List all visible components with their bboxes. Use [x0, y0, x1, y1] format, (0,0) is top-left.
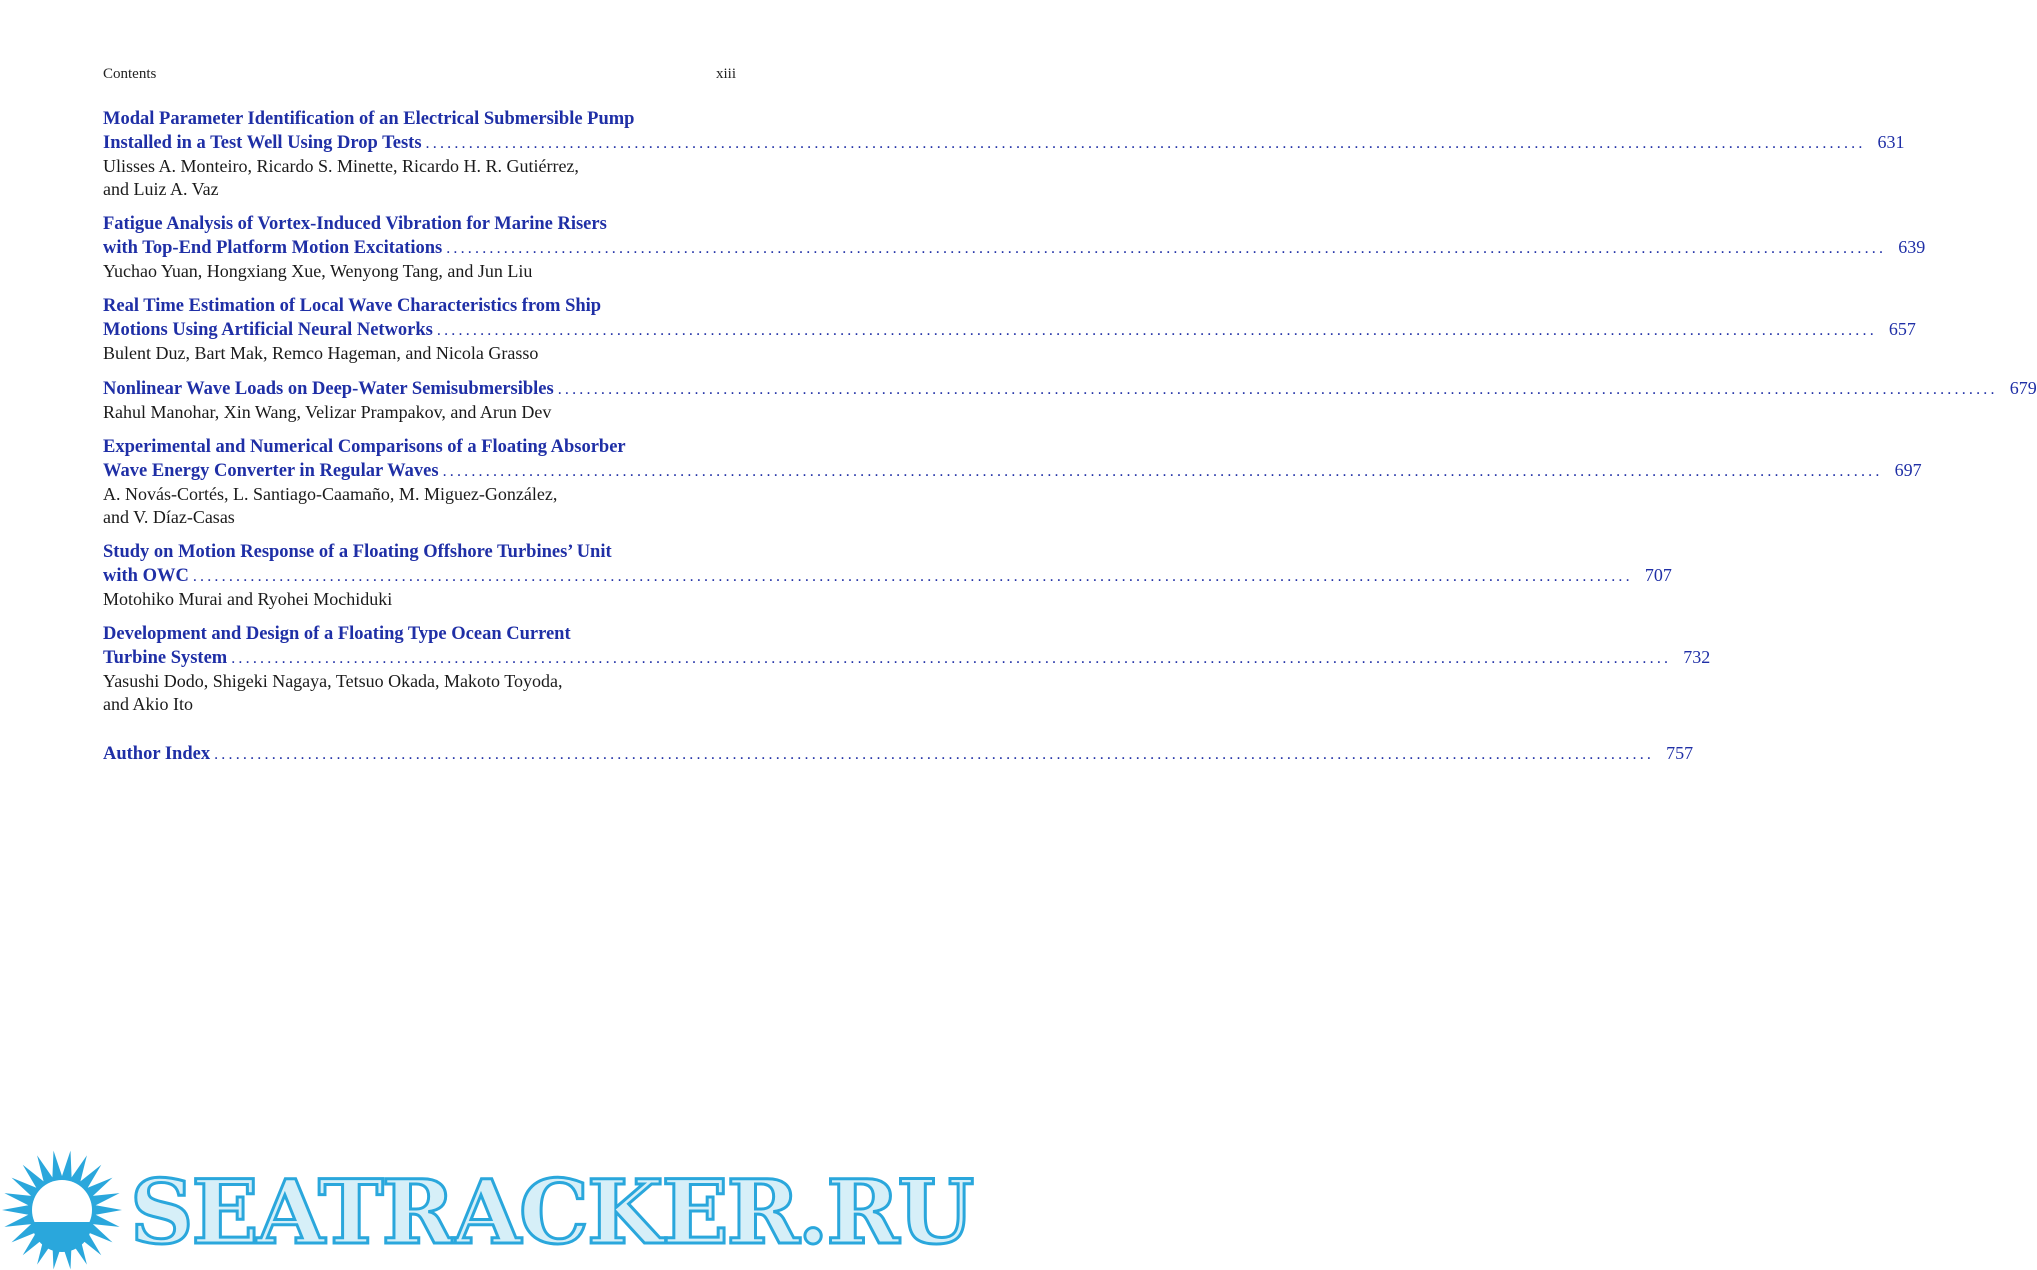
- toc-entry-page[interactable]: 707: [1644, 565, 1672, 585]
- toc-entry-page[interactable]: 639: [1898, 237, 1926, 257]
- toc-entry-title-text[interactable]: Turbine System: [103, 648, 228, 668]
- table-of-contents: [103, 108, 2037, 778]
- page-number: xiii: [715, 66, 736, 82]
- toc-entry[interactable]: [103, 213, 1926, 283]
- dot-leader: ........................................................................................................................................................................................................: [214, 746, 1655, 763]
- toc-entry-title-line[interactable]: Study on Motion Response of a Floating Offshore Turbines’ Unit: [103, 542, 612, 562]
- toc-entry-authors: and Luiz A. Vaz: [103, 179, 219, 199]
- toc-entry[interactable]: [103, 377, 2037, 424]
- dot-leader: ........................................................................................................................................................................................................: [425, 135, 1866, 152]
- toc-entry-title-last-line[interactable]: [103, 564, 1672, 588]
- toc-entry-title-line[interactable]: Development and Design of a Floating Type Ocean Current: [103, 624, 571, 644]
- dot-leader: ........................................................................................................................................................................................................: [436, 322, 1877, 339]
- dot-leader: ........................................................................................................................................................................................................: [446, 240, 1887, 257]
- toc-entry-page[interactable]: 697: [1894, 460, 1922, 480]
- toc-entry-title-text[interactable]: Nonlinear Wave Loads on Deep-Water Semisubmersibles: [103, 379, 554, 399]
- toc-entry-title-last-line[interactable]: [103, 646, 1711, 670]
- author-index-title[interactable]: Author Index: [103, 744, 211, 764]
- toc-entry-page[interactable]: 631: [1877, 132, 1905, 152]
- toc-entry-authors: A. Novás-Cortés, L. Santiago-Caamaño, M. Miguez-González,: [103, 484, 558, 504]
- author-index-line[interactable]: [103, 742, 1694, 766]
- toc-entry-authors: Yasushi Dodo, Shigeki Nagaya, Tetsuo Okada, Makoto Toyoda,: [103, 671, 563, 691]
- toc-entry-title-line[interactable]: Experimental and Numerical Comparisons of a Floating Absorber: [103, 437, 626, 457]
- toc-entry-title-text[interactable]: Motions Using Artificial Neural Networks: [103, 320, 433, 340]
- toc-entry-title-last-line[interactable]: [103, 236, 1926, 260]
- toc-entry-title-text[interactable]: with OWC: [103, 566, 189, 586]
- toc-entry-authors: and V. Díaz-Casas: [103, 507, 235, 527]
- toc-entry-title-text[interactable]: Wave Energy Converter in Regular Waves: [103, 461, 439, 481]
- dot-leader: ........................................................................................................................................................................................................: [231, 650, 1672, 667]
- toc-entry-authors: and Akio Ito: [103, 694, 193, 714]
- toc-entry-title-line[interactable]: Real Time Estimation of Local Wave Characteristics from Ship: [103, 296, 602, 316]
- toc-entry-page[interactable]: 679: [2009, 378, 2037, 398]
- toc-entry-title-last-line[interactable]: [103, 131, 1905, 155]
- toc-entry-title-last-line[interactable]: [103, 377, 2037, 401]
- toc-entry-title-text[interactable]: Installed in a Test Well Using Drop Tests: [103, 133, 422, 153]
- toc-entry-title-line[interactable]: Fatigue Analysis of Vortex-Induced Vibration for Marine Risers: [103, 214, 607, 234]
- running-head-left: Contents: [103, 66, 157, 82]
- toc-entry[interactable]: [103, 295, 1916, 365]
- toc-entry-title-text[interactable]: with Top-End Platform Motion Excitations: [103, 238, 443, 258]
- toc-entry-authors: Yuchao Yuan, Hongxiang Xue, Wenyong Tang, and Jun Liu: [103, 261, 533, 281]
- author-index-entry[interactable]: [103, 742, 1694, 766]
- toc-entry[interactable]: [103, 108, 1905, 201]
- dot-leader: ........................................................................................................................................................................................................: [192, 568, 1633, 585]
- toc-entry-authors: Motohiko Murai and Ryohei Mochiduki: [103, 589, 393, 609]
- toc-entry-authors: Ulisses A. Monteiro, Ricardo S. Minette, Ricardo H. R. Gutiérrez,: [103, 156, 579, 176]
- toc-entry[interactable]: [103, 436, 1922, 529]
- running-head: [103, 66, 736, 83]
- toc-entry-title-last-line[interactable]: [103, 318, 1916, 342]
- toc-entry-authors: Rahul Manohar, Xin Wang, Velizar Prampakov, and Arun Dev: [103, 402, 552, 422]
- toc-entry[interactable]: [103, 541, 1672, 611]
- dot-leader: ........................................................................................................................................................................................................: [442, 463, 1883, 480]
- toc-entry-page[interactable]: 657: [1888, 319, 1916, 339]
- toc-entry-title-line[interactable]: Modal Parameter Identification of an Electrical Submersible Pump: [103, 109, 635, 129]
- toc-entry-page[interactable]: 732: [1683, 647, 1711, 667]
- author-index-page[interactable]: 757: [1666, 743, 1694, 763]
- toc-entry-authors: Bulent Duz, Bart Mak, Remco Hageman, and Nicola Grasso: [103, 343, 539, 363]
- dot-leader: ........................................................................................................................................................................................................: [557, 381, 1998, 398]
- toc-entry-title-last-line[interactable]: [103, 459, 1922, 483]
- watermark-text: SEATRACKER.RU: [130, 1160, 973, 1264]
- toc-entry[interactable]: [103, 623, 1711, 716]
